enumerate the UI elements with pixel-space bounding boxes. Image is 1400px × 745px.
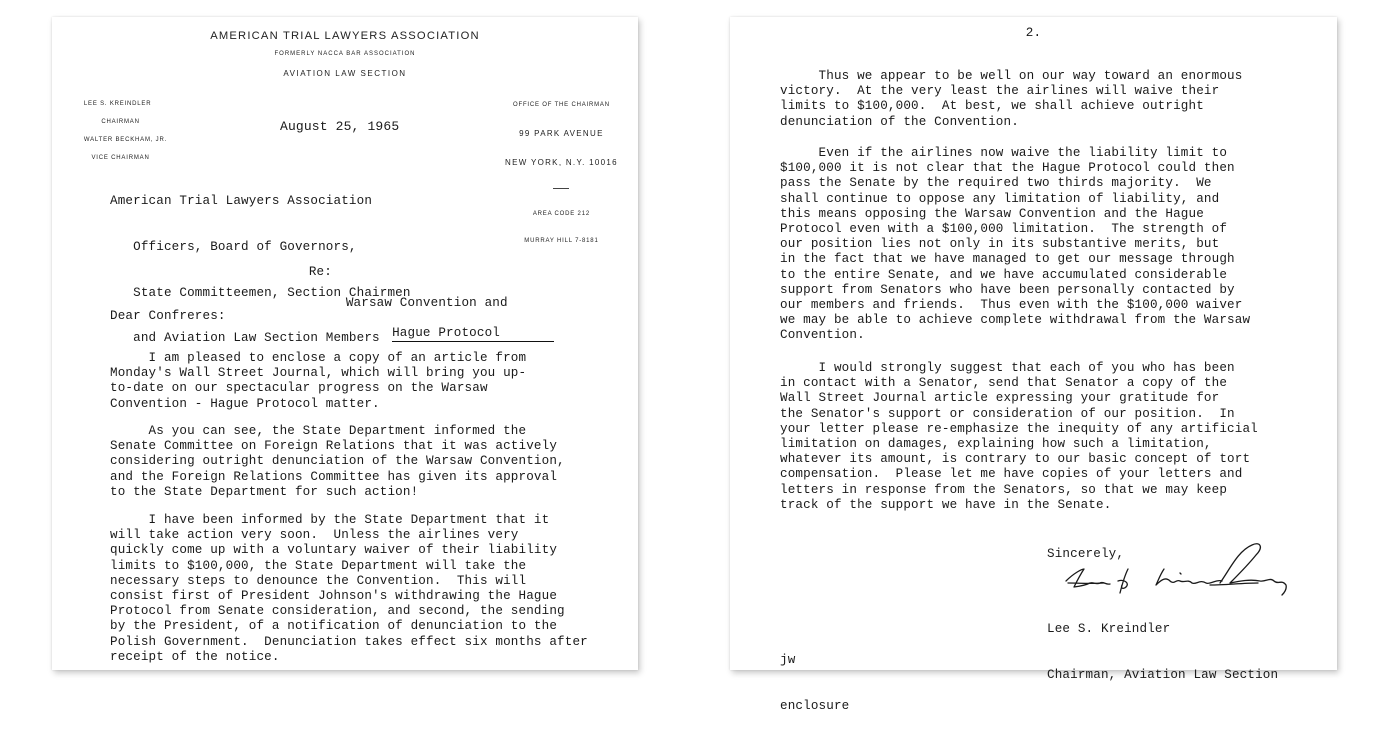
letterhead-section: AVIATION LAW SECTION — [283, 69, 407, 78]
addressee-line: State Committeemen, Section Chairmen — [110, 285, 411, 300]
complimentary-closing: Sincerely, — [1047, 547, 1125, 561]
officer-vice-chairman-name: WALTER BECKHAM, JR. — [83, 137, 168, 143]
body-paragraph: Thus we appear to be well on our way toward an enormous victory. At the very least the airlines will waive their limits to $100,000. At best, we shall achieve outright denunciation of the Convention. — [780, 69, 1243, 129]
body-paragraph: I would strongly suggest that each of you who has been in contact with a Senator, send that Senator a copy of the Wall Street Journal article expressing your gratitude for the Senator's support or consideration of our position. In your letter please re-emphasize the inequity of any artificial limitation on damages, explaining how such a limitation, whatever its amount, is contrary to our basic concept of tort compensation. Please let me have copies of your letters and letters in response from the Senators, so that we may keep track of the support we have in the Senate. — [780, 361, 1258, 512]
letterhead-organization: AMERICAN TRIAL LAWYERS ASSOCIATION — [210, 30, 480, 42]
addressee-line: and Aviation Law Section Members — [110, 331, 380, 346]
subject-line-2: Hague Protocol — [392, 326, 554, 342]
addressee-line: American Trial Lawyers Association — [110, 194, 373, 209]
signer-title: Chairman, Aviation Law Section — [1047, 668, 1279, 683]
letter-page-1 — [52, 17, 638, 670]
handwritten-signature — [1060, 539, 1290, 599]
body-paragraph: Even if the airlines now waive the liability limit to $100,000 it is not clear that the Hague Protocol could then pass the Senate by the required two thirds majority. We shall continue to oppose any limitation of liability, and this means opposing the Warsaw Convention and the Hague Protocol even with a $100,000 limitation. The strength of our position lies not only in its substantive merits, but in the fact that we have managed to get our message through to the entire Senate, and we have accumulated considerable support from Senators who have been personally contacted by our members and friends. Thus even with the $100,000 waiver we may be able to achieve complete withdrawal from the Warsaw Convention. — [780, 146, 1251, 343]
office-area-code: AREA CODE 212 — [532, 211, 590, 217]
letterhead-formerly: FORMERLY NACCA BAR ASSOCIATION — [274, 51, 416, 57]
body-paragraph: As you can see, the State Department informed the Senate Committee on Foreign Relations that it was actively considering outright denunciation of the Warsaw Convention, and the Foreign Relations Committee has given its approval to the State Department for such action! — [110, 424, 565, 499]
letterhead-office — [505, 83, 618, 264]
subject-line-1: Warsaw Convention and — [345, 295, 508, 310]
officer-chairman-title: CHAIRMAN — [101, 119, 140, 125]
signer-name: Lee S. Kreindler — [1047, 622, 1171, 637]
page-number: 2. — [1025, 26, 1042, 40]
officer-chairman-name: LEE S. KREINDLER — [83, 101, 152, 107]
signer-block — [1047, 592, 1278, 714]
reference-initials-block — [780, 623, 849, 745]
office-label: OFFICE OF THE CHAIRMAN — [513, 102, 610, 108]
salutation: Dear Confreres: — [110, 309, 226, 323]
addressee-line: Officers, Board of Governors, — [110, 240, 357, 255]
office-city: NEW YORK, N.Y. 10016 — [505, 158, 618, 167]
subject-label: Re: — [308, 265, 332, 280]
body-paragraph: I have been informed by the State Department that it will take action very soon. Unless the airlines very quickly come up with a voluntary waiver of their liability limits to $100,000, the State Department will take the necessary steps to denounce the Convention. This will consist first of President Johnson's withdrawing the Hague Protocol from Senate consideration, and second, the sending by the President, of a notification of denunciation to the Polish Government. Denunciation takes effect six months after receipt of the notice. — [110, 513, 588, 664]
office-street: 99 PARK AVENUE — [519, 129, 604, 138]
enclosure-notation: enclosure — [780, 699, 850, 714]
body-paragraph: I am pleased to enclose a copy of an article from Monday's Wall Street Journal, which will bring you up- to-date on our spectacular progress on the Warsaw Convention - Hague Protocol matter. — [110, 351, 527, 411]
officer-vice-chairman-title: VICE CHAIRMAN — [91, 155, 150, 161]
typist-initials: jw — [780, 653, 796, 668]
office-divider — [553, 188, 569, 189]
letter-page-2 — [730, 17, 1337, 714]
office-phone: MURRAY HILL 7-8181 — [524, 238, 599, 244]
letter-date: August 25, 1965 — [280, 119, 400, 134]
